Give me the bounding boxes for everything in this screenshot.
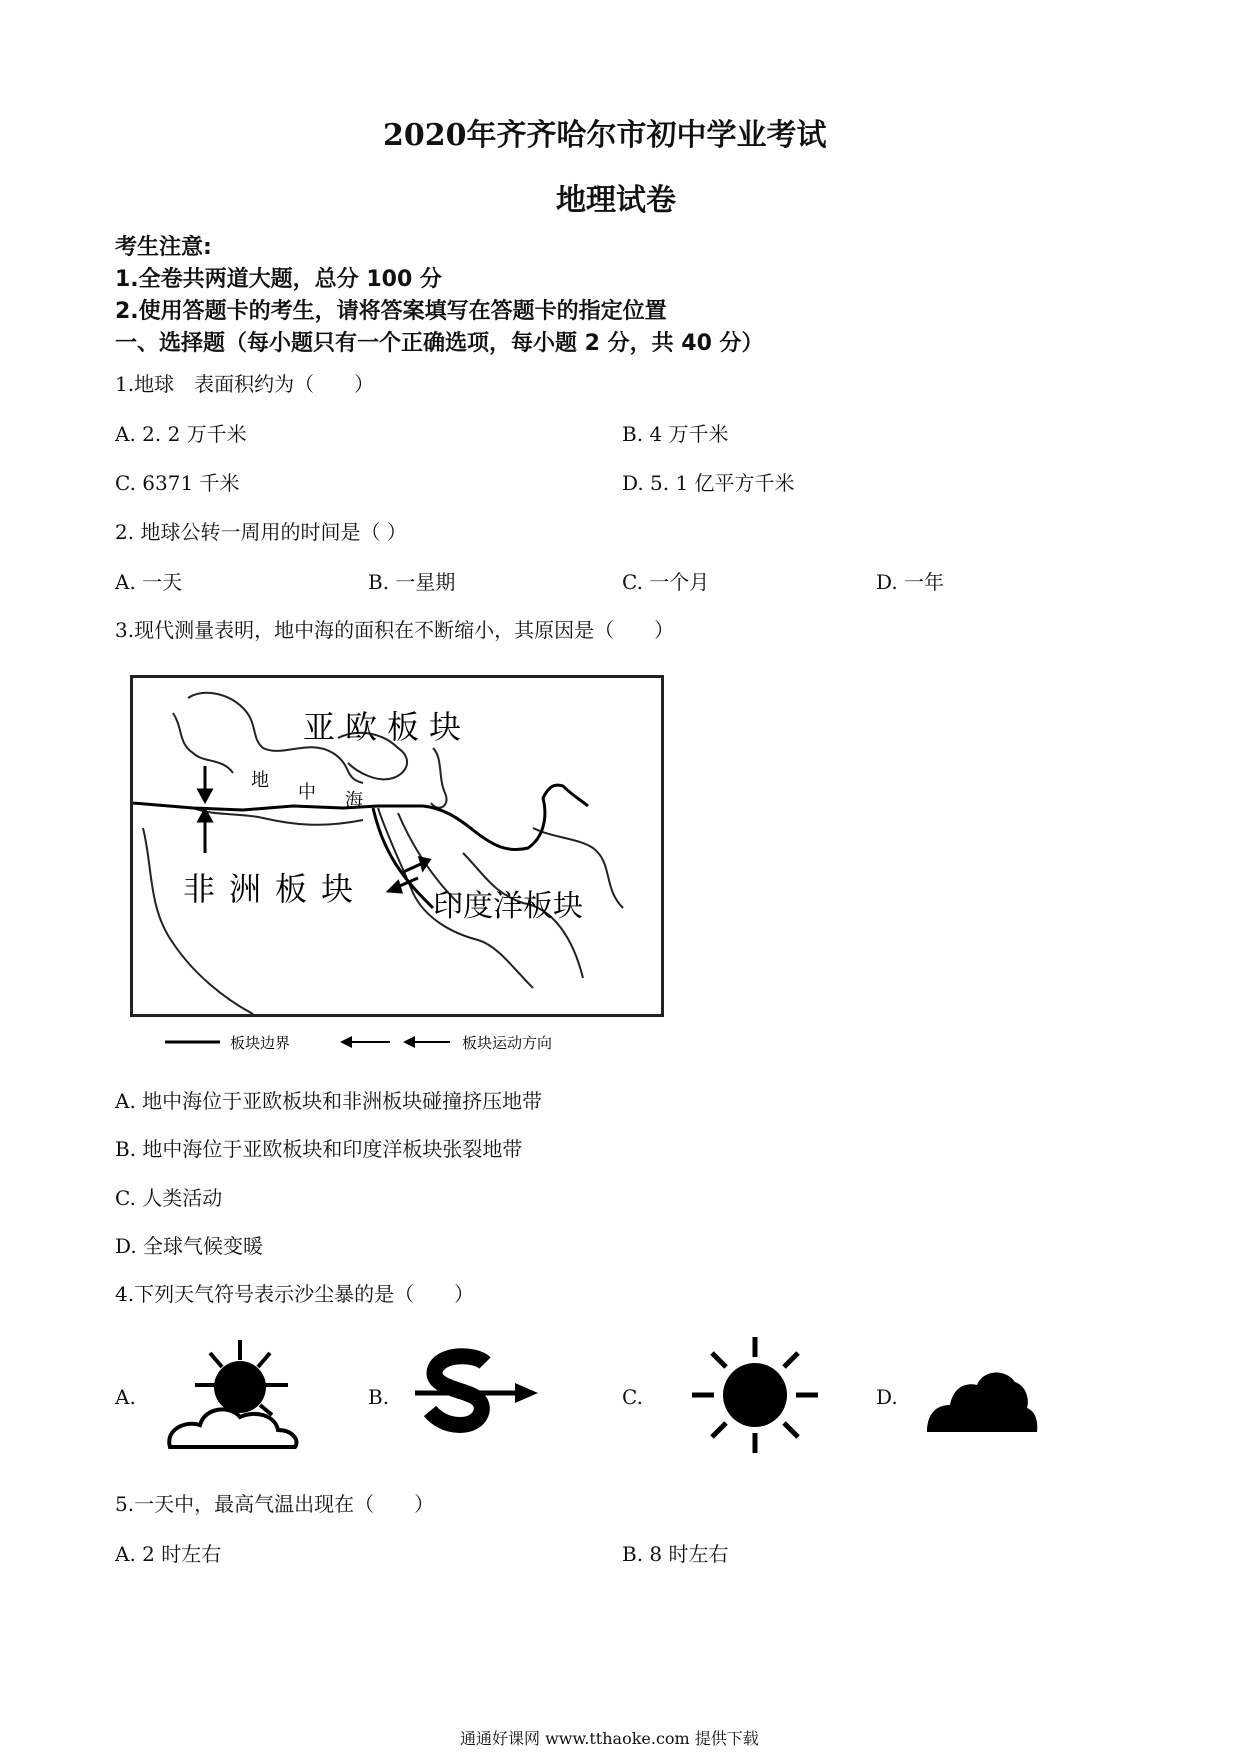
- question-3-option-d: D. 全球气候变暖: [115, 1234, 264, 1258]
- question-2-option-d: D. 一年: [876, 570, 945, 594]
- eurasian-plate-label: 亚欧板块: [303, 708, 472, 746]
- section-heading: 一、选择题（每小题只有一个正确选项，每小题 2 分，共 40 分）: [115, 331, 764, 356]
- legend-arrow-2-head: [403, 1036, 415, 1048]
- african-plate-label: 非洲板块: [183, 870, 368, 908]
- plate-map-drawing: [133, 678, 661, 1014]
- sandstorm-icon: [410, 1345, 540, 1449]
- indian-plate-label: 印度洋板块: [433, 889, 583, 924]
- question-3-option-a: A. 地中海位于亚欧板块和非洲板块碰撞挤压地带: [115, 1089, 543, 1113]
- question-5-option-a: A. 2 时左右: [115, 1542, 222, 1566]
- med-label-1: 地: [251, 770, 269, 791]
- eurasian-arrow-head: [199, 790, 211, 801]
- question-1-option-d: D. 5. 1 亿平方千米: [622, 471, 795, 495]
- question-3-option-b: B. 地中海位于亚欧板块和印度洋板块张裂地带: [115, 1137, 523, 1161]
- question-2-option-a: A. 一天: [115, 570, 183, 594]
- exam-subtitle: 地理试卷: [556, 183, 676, 218]
- legend-drawing: [160, 1030, 600, 1054]
- spread-arrow-west-head: [389, 882, 401, 892]
- map-legend: [160, 1030, 600, 1058]
- question-1-option-c: C. 6371 千米: [115, 471, 240, 495]
- notice-line-1: 1.全卷共两道大题，总分 100 分: [115, 267, 442, 292]
- sun-behind-cloud-icon: [160, 1335, 310, 1459]
- question-4-option-b: B.: [368, 1385, 390, 1409]
- legend-boundary-label: 板块边界: [230, 1034, 291, 1052]
- question-3-stem: 3.现代测量表明，地中海的面积在不断缩小，其原因是（ ）: [115, 618, 675, 642]
- question-1-stem: 1.地球 表面积约为（ ）: [115, 372, 375, 396]
- question-2-stem: 2. 地球公转一周用的时间是（ ）: [115, 520, 407, 544]
- question-5-stem: 5.一天中，最高气温出现在（ ）: [115, 1492, 435, 1516]
- notice-line-2: 2.使用答题卡的考生，请将答案填写在答题卡的指定位置: [115, 299, 667, 324]
- question-5-option-b: B. 8 时左右: [622, 1542, 729, 1566]
- legend-arrow-1-head: [340, 1036, 352, 1048]
- sunny-icon: [690, 1335, 820, 1459]
- question-2-option-c: C. 一个月: [622, 570, 710, 594]
- question-4-option-c: C.: [622, 1385, 643, 1409]
- africa-west-coast: [143, 828, 253, 1014]
- question-1-option-b: B. 4 万千米: [622, 422, 729, 446]
- question-4-option-d: D.: [876, 1385, 898, 1409]
- question-4-stem: 4.下列天气符号表示沙尘暴的是（ ）: [115, 1282, 475, 1306]
- question-2-option-b: B. 一星期: [368, 570, 456, 594]
- iberia-coast: [173, 713, 233, 773]
- med-label-3: 海: [345, 790, 363, 811]
- question-4-option-a: A.: [115, 1385, 136, 1409]
- notice-heading: 考生注意:: [115, 235, 212, 260]
- legend-direction-label: 板块运动方向: [462, 1034, 553, 1052]
- exam-title: 2020年齐齐哈尔市初中学业考试: [383, 118, 827, 153]
- question-1-option-a: A. 2. 2 万千米: [115, 422, 247, 446]
- med-label-2: 中: [298, 782, 316, 803]
- spread-arrow-east: [401, 863, 423, 873]
- caspian-outline: [431, 748, 447, 808]
- plate-map: [130, 675, 664, 1017]
- cloudy-icon: [925, 1360, 1040, 1439]
- footer-source: 通通好课网 www.tthaoke.com 提供下载: [460, 1729, 759, 1748]
- question-3-option-c: C. 人类活动: [115, 1186, 223, 1210]
